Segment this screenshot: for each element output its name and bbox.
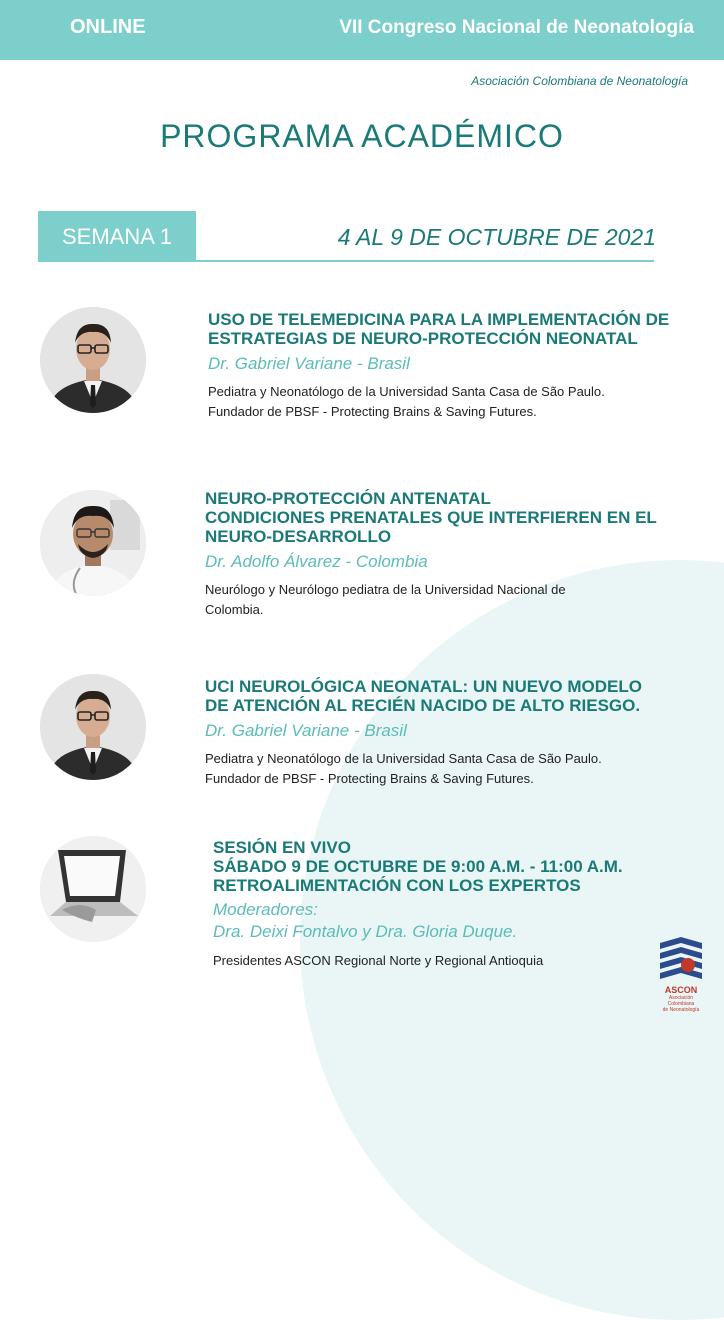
session-bio: Pediatra y Neonatólogo de la Universidad Santa Casa de São Paulo. Fundador de PBSF - Protecting Brains & Saving Futures. [208, 384, 605, 419]
session-speaker: Dr. Adolfo Álvarez - Colombia [205, 552, 428, 571]
speaker-photo-3 [40, 674, 146, 780]
session-title: UCI NEUROLÓGICA NEONATAL: UN NUEVO MODELO DE ATENCIÓN AL RECIÉN NACIDO DE ALTO RIESGO. [205, 677, 642, 715]
session-4 [213, 838, 703, 971]
speaker-photo-2 [40, 490, 146, 596]
session-3 [205, 677, 695, 789]
week-label: SEMANA 1 [38, 211, 196, 262]
online-label: ONLINE [70, 16, 146, 38]
ascon-logo-icon [658, 935, 704, 985]
speaker-photo-1 [40, 307, 146, 413]
session-moderators: Moderadores: Dra. Deixi Fontalvo y Dra. Gloria Duque. [213, 900, 518, 941]
week-divider [196, 260, 654, 262]
session-1 [208, 310, 698, 422]
page-title: PROGRAMA ACADÉMICO [160, 118, 564, 154]
session-speaker: Dr. Gabriel Variane - Brasil [208, 354, 410, 373]
session-bio: Pediatra y Neonatólogo de la Universidad Santa Casa de São Paulo. Fundador de PBSF - Protecting Brains & Saving Futures. [205, 751, 602, 786]
session-title: USO DE TELEMEDICINA PARA LA IMPLEMENTACIÓN DE ESTRATEGIAS DE NEURO-PROTECCIÓN NEONATAL [208, 310, 670, 348]
logo-subtitle: Asociación Colombiana de Neonatología [662, 995, 700, 1013]
session-title: NEURO-PROTECCIÓN ANTENATAL CONDICIONES PRENATALES QUE INTERFIEREN EN EL NEURO-DESARROLLO [205, 489, 657, 546]
session-speaker: Dr. Gabriel Variane - Brasil [205, 721, 407, 740]
session-bio: Presidentes ASCON Regional Norte y Regional Antioquia [213, 953, 544, 968]
session-bio: Neurólogo y Neurólogo pediatra de la Universidad Nacional de Colombia. [205, 582, 566, 617]
ascon-logo [658, 935, 704, 1013]
association-name: Asociación Colombiana de Neonatología [471, 74, 688, 88]
logo-name: ASCON [664, 985, 698, 995]
session-title: SESIÓN EN VIVO SÁBADO 9 DE OCTUBRE DE 9:00 A.M. - 11:00 A.M. RETROALIMENTACIÓN CON LOS EXPERTOS [213, 838, 623, 895]
laptop-photo [40, 836, 146, 942]
congress-title: VII Congreso Nacional de Neonatología [339, 17, 694, 38]
week-date: 4 AL 9 DE OCTUBRE DE 2021 [337, 224, 656, 250]
session-2 [205, 489, 695, 620]
header-bar [0, 0, 724, 60]
